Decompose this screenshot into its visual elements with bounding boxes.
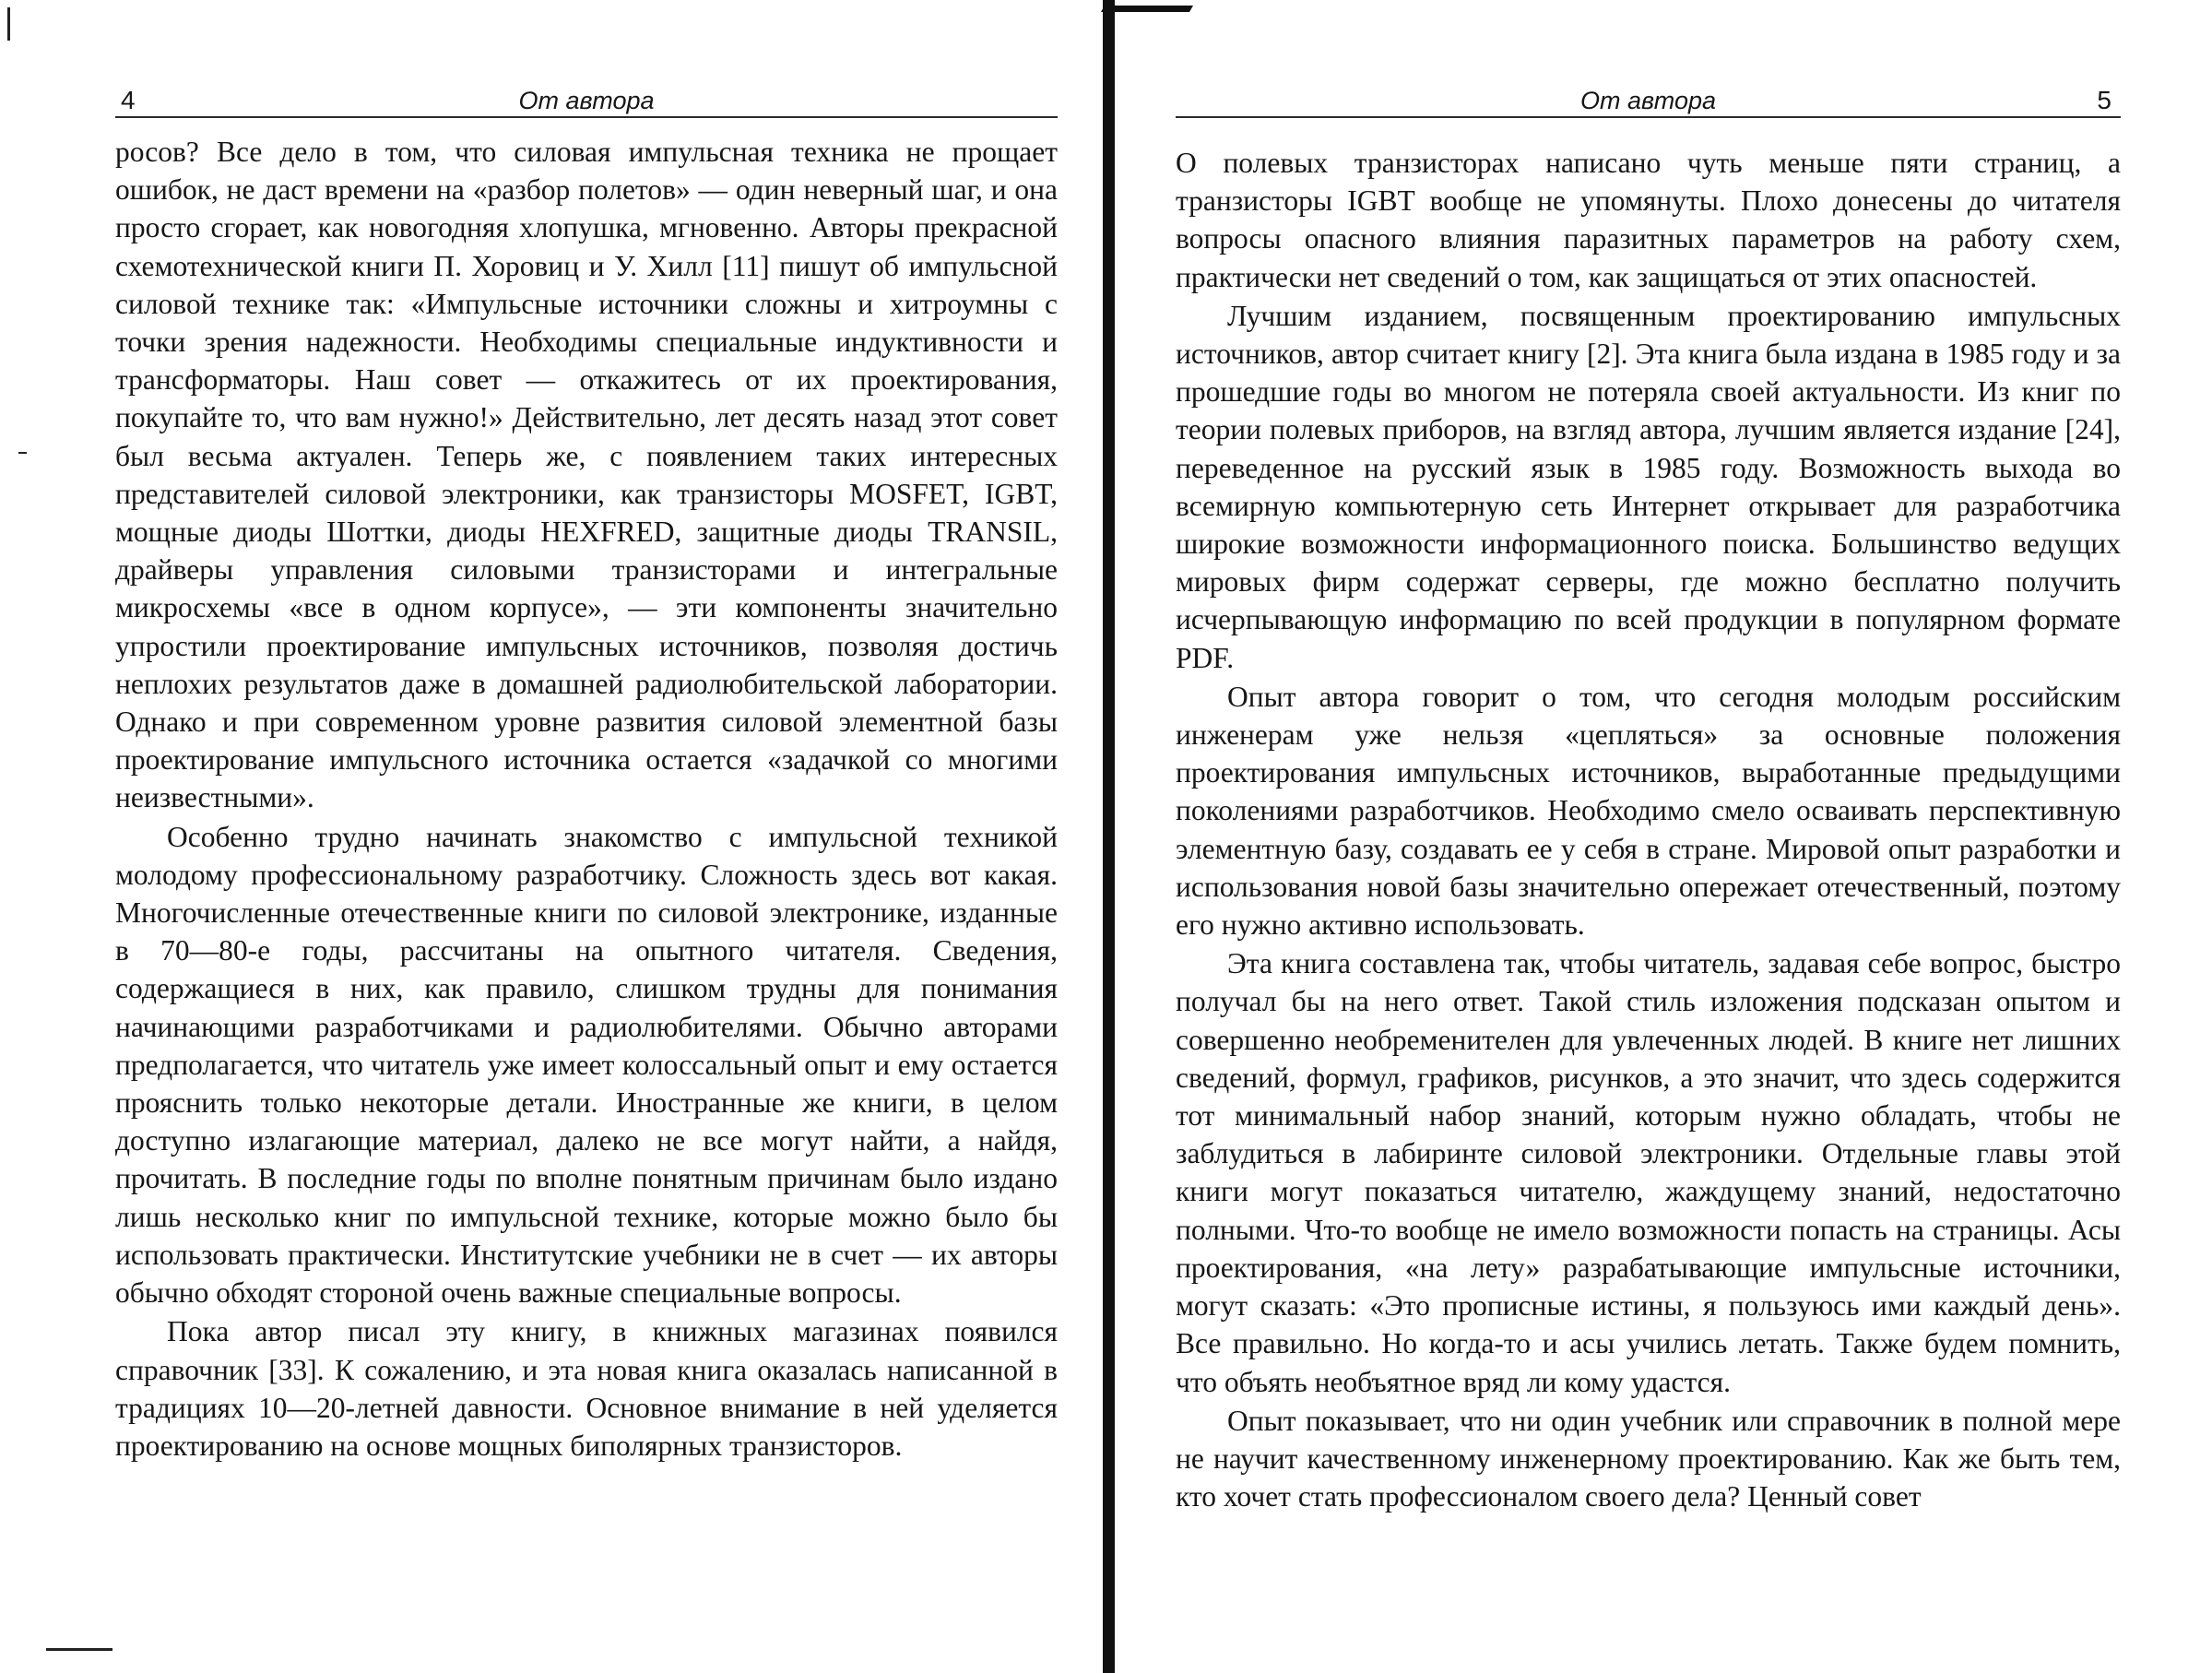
paragraph: Пока автор писал эту книгу, в книжных магазинах появился справочник [33]. К сожалению, и эта новая книга оказалась написанной в традициях 10—20-летней давности. Основное внимание в ней уделяется проектированию на основе мощных биполярных транзисторов. bbox=[115, 1315, 1058, 1462]
paragraph: росов? Все дело в том, что силовая импульсная техника не прощает ошибок, не даст времени на «разбор полетов» — один неверный шаг, и она просто сгорает, как новогодняя хлопушка, мгновенно. Авторы прекрасной схемотехнической книги П. Хоровиц и У. Хилл [11] пишут об импульсной силовой технике так: «Импульсные источники сложны и хитроумны с точки зрения надежности. Необходимы специальные индуктивности и трансформаторы. Наш совет — откажитесь от их проектирования, покупайте то, что вам нужно!» Действительно, лет десять назад этот совет был весьма актуален. Теперь же, с появлением таких интересных представителей силовой электроники, как транзисторы MOSFET, IGBT, мощные диоды Шоттки, диоды HEXFRED, защитные диоды TRANSIL, драйверы управления силовыми транзисторами и интегральные микросхемы «все в одном корпусе», — эти компоненты значительно упростили проектирование импульсных источников, позволяя достичь неплохих результатов даже в домашней радиолюбительской лаборатории. Однако и при современном уровне развития силовой элементной базы проектирование импульсного источника остается «задачкой со многими неизвестными». bbox=[115, 136, 1058, 814]
paragraph: Особенно трудно начинать знакомство с импульсной техникой молодому профессиональному разработчику. Сложность здесь вот какая. Многочисленные отечественные книги по силовой электронике, изданные в 70—80-е годы, рассчитаны на опытного читателя. Сведения, содержащиеся в них, как правило, слишком трудны для понимания начинающими разработчиками и радиолюбителями. Обычно авторами предполагается, что читатель уже имеет колоссальный опыт и ему остается прояснить только некоторые детали. Иностранные же книги, в целом доступно излагающие материал, далеко не все могут найти, а найдя, прочитать. В последние годы по вполне понятным причинам было издано лишь несколько книг по импульсной технике, которые можно было бы использовать практически. Институтские учебники не в счет — их авторы обычно обходят стороной очень важные специальные вопросы. bbox=[115, 820, 1058, 1310]
paragraph: Опыт автора говорит о том, что сегодня молодым российским инженерам уже нельзя «цепляться» за основные положения проектирования импульсных источников, выработанные предыдущими поколениями разработчиков. Необходимо смело осваивать перспективную элементную базу, создавать ее у себя в стране. Мировой опыт разработки и использования новой базы значительно опережает отечественный, поэтому его нужно активно использовать. bbox=[1176, 680, 2121, 942]
running-head-title: От автора bbox=[518, 87, 655, 114]
right-page bbox=[1111, 0, 2212, 1673]
paragraph: Эта книга составлена так, чтобы читатель, задавая себе вопрос, быстро получал бы на него ответ. Такой стиль изложения подсказан опытом и совершенно необременителен для увлеченных людей. В книге нет лишних сведений, формул, графиков, рисунков, а это значит, что здесь содержится тот минимальный набор знаний, которым нужно обладать, чтобы не заблудиться в лабиринте силовой электроники. Отдельные главы этой книги могут показаться читателю, жаждущему знаний, недостаточно полными. Что-то вообще не имело возможности попасть на страницы. Асы проектирования, «на лету» разрабатывающие импульсные источники, могут сказать: «Это прописные истины, я пользуюсь ими каждый день». Все правильно. Но когда-то и асы учились летать. Также будем помнить, что объять необъятное вряд ли кому удастся. bbox=[1176, 947, 2121, 1398]
running-head bbox=[1176, 85, 2121, 118]
body-text bbox=[1176, 144, 2121, 1516]
paragraph: О полевых транзисторах написано чуть меньше пяти страниц, а транзисторы IGBT вообще не упомянуты. Плохо донесены до читателя вопросы опасного влияния паразитных параметров на работу схем, практически нет сведений о том, как защищаться от этих опасностей. bbox=[1176, 147, 2121, 293]
page-number: 4 bbox=[121, 86, 136, 114]
page-number: 5 bbox=[2097, 86, 2111, 114]
paragraph: Лучшим изданием, посвященным проектированию импульсных источников, автор считает книгу [2]. Эта книга была издана в 1985 году и за прошедшие годы во многом не потеряла своей актуальности. Из книг по теории полевых приборов, на взгляд автора, лучшим является издание [24], переведенное на русский язык в 1985 году. Возможность выхода во всемирную компьютерную сеть Интернет открывает для разработчика широкие возможности информационного поиска. Большинство ведущих мировых фирм содержат серверы, где можно бесплатно получить исчерпывающую информацию по всей продукции в популярном формате PDF. bbox=[1176, 299, 2121, 674]
running-head-title: От автора bbox=[1579, 87, 1717, 114]
body-text bbox=[115, 133, 1058, 1465]
left-page bbox=[0, 0, 1097, 1673]
paragraph: Опыт показывает, что ни один учебник или справочник в полной мере не научит качественному инженерному проектированию. Как же быть тем, кто хочет стать профессионалом своего дела? Ценный совет bbox=[1176, 1404, 2121, 1513]
running-head bbox=[115, 85, 1058, 118]
